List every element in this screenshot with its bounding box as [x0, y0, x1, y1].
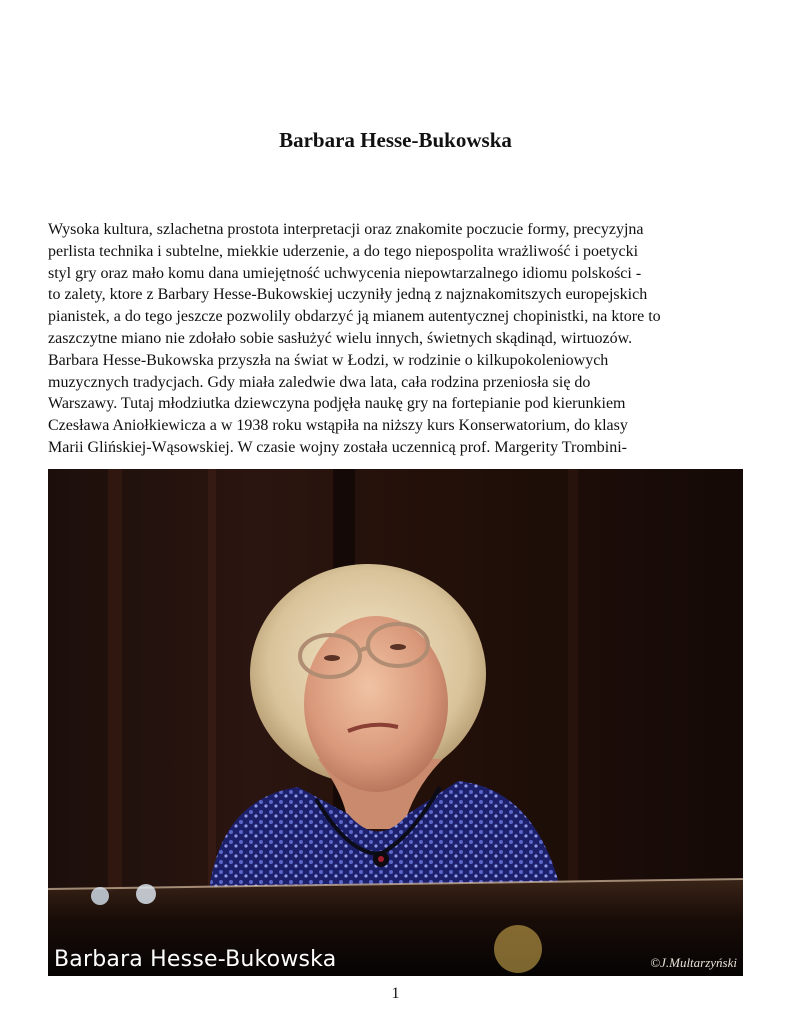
- paragraph-line: to zalety, ktore z Barbary Hesse-Bukowskiej uczyniły jedną z najznakomitszych europejskich: [48, 286, 648, 304]
- paragraph-line: Marii Glińskiej-Wąsowskiej. W czasie wojny została uczennicą prof. Margerity Trombini-: [48, 438, 627, 456]
- body-paragraph: [48, 219, 748, 459]
- photo-caption: Barbara Hesse-Bukowska: [54, 947, 337, 972]
- paragraph-line: muzycznych tradycjach. Gdy miała zaledwie dwa lata, cała rodzina przeniosła się do: [48, 373, 591, 391]
- portrait-illustration: [48, 469, 743, 976]
- portrait-photo: [48, 469, 743, 976]
- page-title: Barbara Hesse-Bukowska: [279, 128, 512, 152]
- paragraph-line: Wysoka kultura, szlachetna prostota interpretacji oraz znakomite poczucie formy, precyzyjna: [48, 221, 644, 238]
- paragraph-line: Czesława Aniołkiewicza a w 1938 roku wstąpiła na niższy kurs Konserwatorium, do klasy: [48, 417, 628, 435]
- paragraph-line: Barbara Hesse-Bukowska przyszła na świat w Łodzi, w rodzinie o kilkupokoleniowych: [48, 351, 609, 369]
- paragraph-line: Warszawy. Tutaj młodziutka dziewczyna podjęła naukę gry na fortepianie pod kierunkiem: [48, 395, 626, 413]
- page-number: 1: [391, 985, 400, 1002]
- paragraph-line: styl gry oraz mało komu dana umiejętność uchwycenia niepowtarzalnego idiomu polskości -: [48, 264, 642, 282]
- paragraph-line: perlista technika i subtelne, miekkie uderzenie, a do tego niepospolita wrażliwość i poetycki: [48, 242, 639, 260]
- paragraph-line: pianistek, a do tego jeszcze pozwolily obdarzyć ją mianem autentycznej chopinistki, na ktore to: [48, 308, 661, 326]
- photo-credit: ©J.Multarzyński: [650, 955, 737, 970]
- paragraph-line: zaszczytne miano nie zdołało sobie sasłużyć wielu innych, świetnych skądinąd, wirtuozów.: [48, 329, 633, 347]
